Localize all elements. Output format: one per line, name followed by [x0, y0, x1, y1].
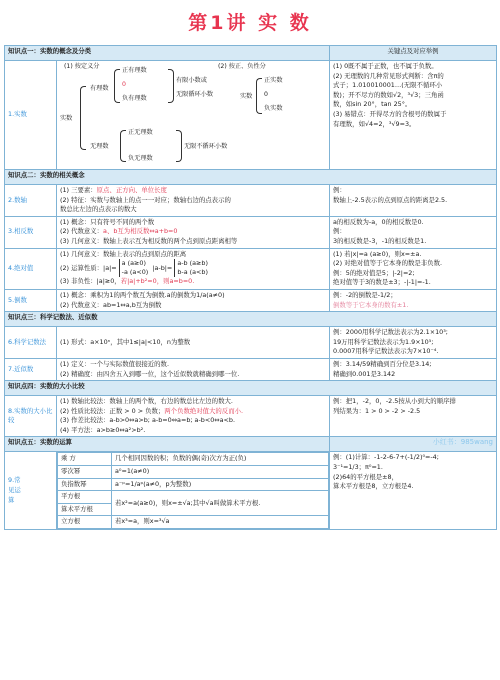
op-name: 乘 方 [58, 453, 112, 466]
example-line: (2) 对绝对值等于它本身的数是非负数. [333, 259, 442, 268]
text: (1) 数轴比较法：数轴上的两个数，右边的数总比左边的数大. [60, 397, 233, 406]
example-line: (3) 易错点：开得尽方的含根号的数属于 [333, 109, 447, 118]
example-line: 例：把1，-2，0，-2.5按从小到大的顺序排 [333, 397, 456, 406]
highlight: 原点、正方向、单位长度 [96, 186, 167, 194]
tree-node: 正无理数 [128, 129, 153, 136]
topic-label: 2.数轴 [5, 185, 57, 217]
tree-node: 无理数 [90, 143, 109, 150]
topic-label: 5.倒数 [5, 289, 57, 311]
topic-label: 3.相反数 [5, 216, 57, 248]
highlight: 若|a|+b²=0，则a=b=0. [120, 277, 195, 286]
text: (1) 形式：a×10ⁿ，其中1≤|a|<10，n为整数 [60, 337, 191, 346]
example-line: 数，如sin 20°，tan 25°。 [333, 100, 412, 109]
text: (1) 概念：只有符号不同的两个数 [60, 217, 155, 226]
tree-node: 0 [264, 91, 268, 98]
tree-node: 有限小数或 [176, 77, 207, 84]
example-line: 0.0007用科学记数法表示为7×10⁻⁴. [333, 347, 439, 356]
tree-node: 负有理数 [122, 95, 147, 102]
case: a (a≥0) [121, 259, 146, 268]
topic-label: 6.科学记数法 [5, 327, 57, 359]
section-title: 知识点二：实数的相关概念 [5, 170, 497, 185]
op-desc: 若x³=a，则x=³√a [112, 516, 329, 529]
example-line: 3⁻¹=1/3；π⁰=1. [333, 463, 383, 472]
topic-row [5, 61, 497, 170]
example-line: 例：3.14/59精确到百分位是3.14; [333, 359, 432, 368]
example-line: 倒数等于它本身的数有±1. [333, 300, 409, 309]
topic-label: 7.近似数 [5, 358, 57, 380]
case: -a (a<0) [121, 268, 149, 277]
text: (1) 概念：乘积为1的两个数互为倒数.a的倒数为1/a(a≠0) [60, 290, 225, 299]
tree-heading: (1) 按定义分 [64, 63, 100, 70]
example-line: 精确到0.001是3.142 [333, 369, 396, 378]
topic-row: 3.相反数 (1) 概念：只有符号不同的两个数 (2) 代数意义：a、b互为相反数⇔a+b=0 (3) 几何意义：数轴上表示互为相反数的两个点到原点距离相等 a的相反数为-a，0的相反数是0. 例： 3的相反数是-3，-1的相反数是1. [5, 216, 497, 248]
text: (4) 平方法：a>b≥0⇔a²>b². [60, 425, 146, 434]
text: 数总比左边的点表示的数大 [60, 205, 137, 214]
section-title: 知识点四：实数的大小比较 [5, 381, 497, 396]
topic-label: 9.常见运算 [5, 452, 57, 530]
text: 性质比较法：正数 > 0 > 负数； [71, 406, 165, 415]
tree-node: 正有理数 [122, 67, 147, 74]
example-line: 式子；1.010010001…(无限不循环小 [333, 81, 443, 90]
classification-tree [60, 62, 326, 168]
op-name: 负指数幂 [58, 478, 112, 491]
tree-heading: (2) 按正、负性分 [218, 63, 266, 70]
op-name: 平方根 [58, 491, 112, 504]
section-title: 知识点一：实数的概念及分类 [5, 46, 330, 61]
case: a-b (a≥b) [177, 259, 208, 268]
topic-row: 2.数轴 (1) 三要素：原点、正方向、单位长度 (2) 特征：实数与数轴上的点一一对应；数轴右边的点表示的 数总比左边的点表示的数大 例： 数轴上-2.5表示的点到原点的距离是2.5. [5, 185, 497, 217]
tree-node: 无限不循环小数 [184, 143, 228, 150]
tree-node: 实数 [240, 93, 253, 100]
text: (2) 精确度：由四舍五入到哪一位，这个近似数就精确到哪一位. [60, 369, 240, 378]
example-line: 算术平方根是8，立方根是4. [333, 482, 414, 491]
section-header [5, 312, 497, 327]
op-name: 立方根 [58, 516, 112, 529]
text: (1) 几何意义：数轴上表示的点到原点的距离 [60, 249, 187, 258]
text: |a-b|= [152, 264, 173, 273]
op-desc: a⁻ᵖ=1/aᵖ(a≠0，p为整数) [112, 478, 329, 491]
text: (3) 作差比较法：a-b>0⇔a>b; a-b=0⇔a=b; a-b<0⇔a<b. [60, 416, 235, 425]
example-line: a的相反数为-a，0的相反数是0. [333, 217, 424, 226]
topic-row [5, 452, 497, 530]
topic-row: 4.绝对值 (1) 几何意义：数轴上表示的点到原点的距离 (2) 运算性质：|a|= a (a≥0) -a (a<0) |a-b|= a-b (a≥b) b-a (a<b) (3) 非负性：|a|≥0，若|a|+b²=0，则a=b=0. (1) 若|x|=a (a≥0)，则x=±a. (2) 对绝对值等于它本身的数是非负数. 例：5的绝对值是5；|-2|=2; 绝对值等于3的数是±3；-|-1|=-1. [5, 248, 497, 289]
section-header [5, 437, 497, 452]
examples-header: 关键点及对应举例 [330, 46, 497, 61]
section-title: 知识点五：实数的运算 [5, 437, 330, 452]
section-header [5, 170, 497, 185]
op-desc: 若x²=a(a≥0)，则x=±√a;其中√a叫做算术平方根. [112, 491, 329, 516]
tree-node: 负无理数 [128, 155, 153, 162]
text: 三要素： [71, 186, 97, 194]
highlight: a、b互为相反数⇔a+b=0 [103, 227, 178, 236]
tree-node: 有理数 [90, 85, 109, 92]
op-desc: a⁰=1(a≠0) [112, 466, 329, 479]
example-line: (1) 若|x|=a (a≥0)，则x=±a. [333, 249, 422, 258]
text: (1) 定义：一个与实际数值很接近的数. [60, 359, 169, 368]
topic-row [5, 358, 497, 380]
topic-row [5, 327, 497, 359]
example-label: 例： [333, 186, 346, 194]
tree-node: 负实数 [264, 105, 283, 112]
op-name: 算术平方根 [58, 503, 112, 516]
section-header [5, 46, 497, 61]
topic-row [5, 289, 497, 311]
text: (2) 特征：实数与数轴上的点一一对应；数轴右边的点表示的 [60, 195, 231, 204]
watermark: 小红书：985wang [432, 438, 494, 447]
example-line: 列结果为：1 > 0 > -2 > -2.5 [333, 406, 421, 415]
page-title: 第1讲 实 数 [188, 12, 312, 34]
case: b-a (a<b) [177, 268, 208, 277]
example-label: 例： [333, 227, 346, 236]
topic-label: 4.绝对值 [5, 248, 57, 289]
section-title: 知识点三：科学记数法、近似数 [5, 312, 497, 327]
highlight: 两个负数绝对值大的反而小. [164, 406, 244, 415]
example-line: 3的相反数是-3，-1的相反数是1. [333, 236, 427, 245]
example-line: 绝对值等于3的数是±3；-|-1|=-1. [333, 278, 431, 287]
example-line: 例：(1)计算：-1-2-6-7+(-1/2)⁰=-4; [333, 453, 439, 462]
example-line: 例：-2的倒数是-1/2； [333, 290, 397, 299]
ops-table [57, 452, 329, 529]
example-line: 例：5的绝对值是5；|-2|=2; [333, 268, 415, 277]
example-line: (2) 无理数的几种常见形式判断：含π的 [333, 71, 444, 80]
text: 运算性质：|a|= [71, 264, 117, 273]
examples-cell [330, 61, 497, 170]
classification-cell [57, 61, 330, 170]
example-line: 例：2000用科学记数法表示为2.1×10³; [333, 328, 448, 337]
topic-row: 8.实数的大小比较 (1) 数轴比较法：数轴上的两个数，右边的数总比左边的数大. (2) 性质比较法：正数 > 0 > 负数；两个负数绝对值大的反而小. (3) 作差比较法：a-b>0⇔a>b; a-b=0⇔a=b; a-b<0⇔a<b. (4) 平方法：a>b≥0⇔a²>b². 例：把1，-2，0，-2.5按从小到大的顺序排 列结果为：1 > 0 > -2 > -2.5 [5, 396, 497, 437]
example-line: (1) 0既不属于正数，也不属于负数。 [333, 62, 438, 70]
example-line: 数)；开不尽方的数如√2，³√3；三角函 [333, 90, 444, 99]
example-line: 数轴上-2.5表示的点到原点的距离是2.5. [333, 195, 448, 204]
text: 非负性：|a|≥0， [71, 277, 121, 286]
topic-label: 8.实数的大小比较 [5, 396, 57, 437]
op-name: 零次幂 [58, 466, 112, 479]
tree-node: 正实数 [264, 77, 283, 84]
text: 代数意义： [71, 227, 104, 236]
knowledge-table [4, 45, 497, 530]
topic-label: 1.实数 [5, 61, 57, 170]
tree-node: 0 [122, 81, 126, 88]
op-desc: 几个相同因数的积；负数的偶(奇)次方为正(负) [112, 453, 329, 466]
text: (2) 代数意义：ab=1⇔a,b互为倒数 [60, 300, 162, 309]
example-line: 19万用科学记数法表示为1.9×10⁵; [333, 337, 434, 346]
example-line: 有理数，如√4=2，³√9=3。 [333, 119, 416, 128]
section-header [5, 381, 497, 396]
tree-node: 实数 [60, 115, 73, 122]
text: (3) 几何意义：数轴上表示互为相反数的两个点到原点距离相等 [60, 236, 238, 245]
tree-node: 无限循环小数 [176, 91, 214, 98]
example-line: (2)64的平方根是±8， [333, 472, 398, 481]
